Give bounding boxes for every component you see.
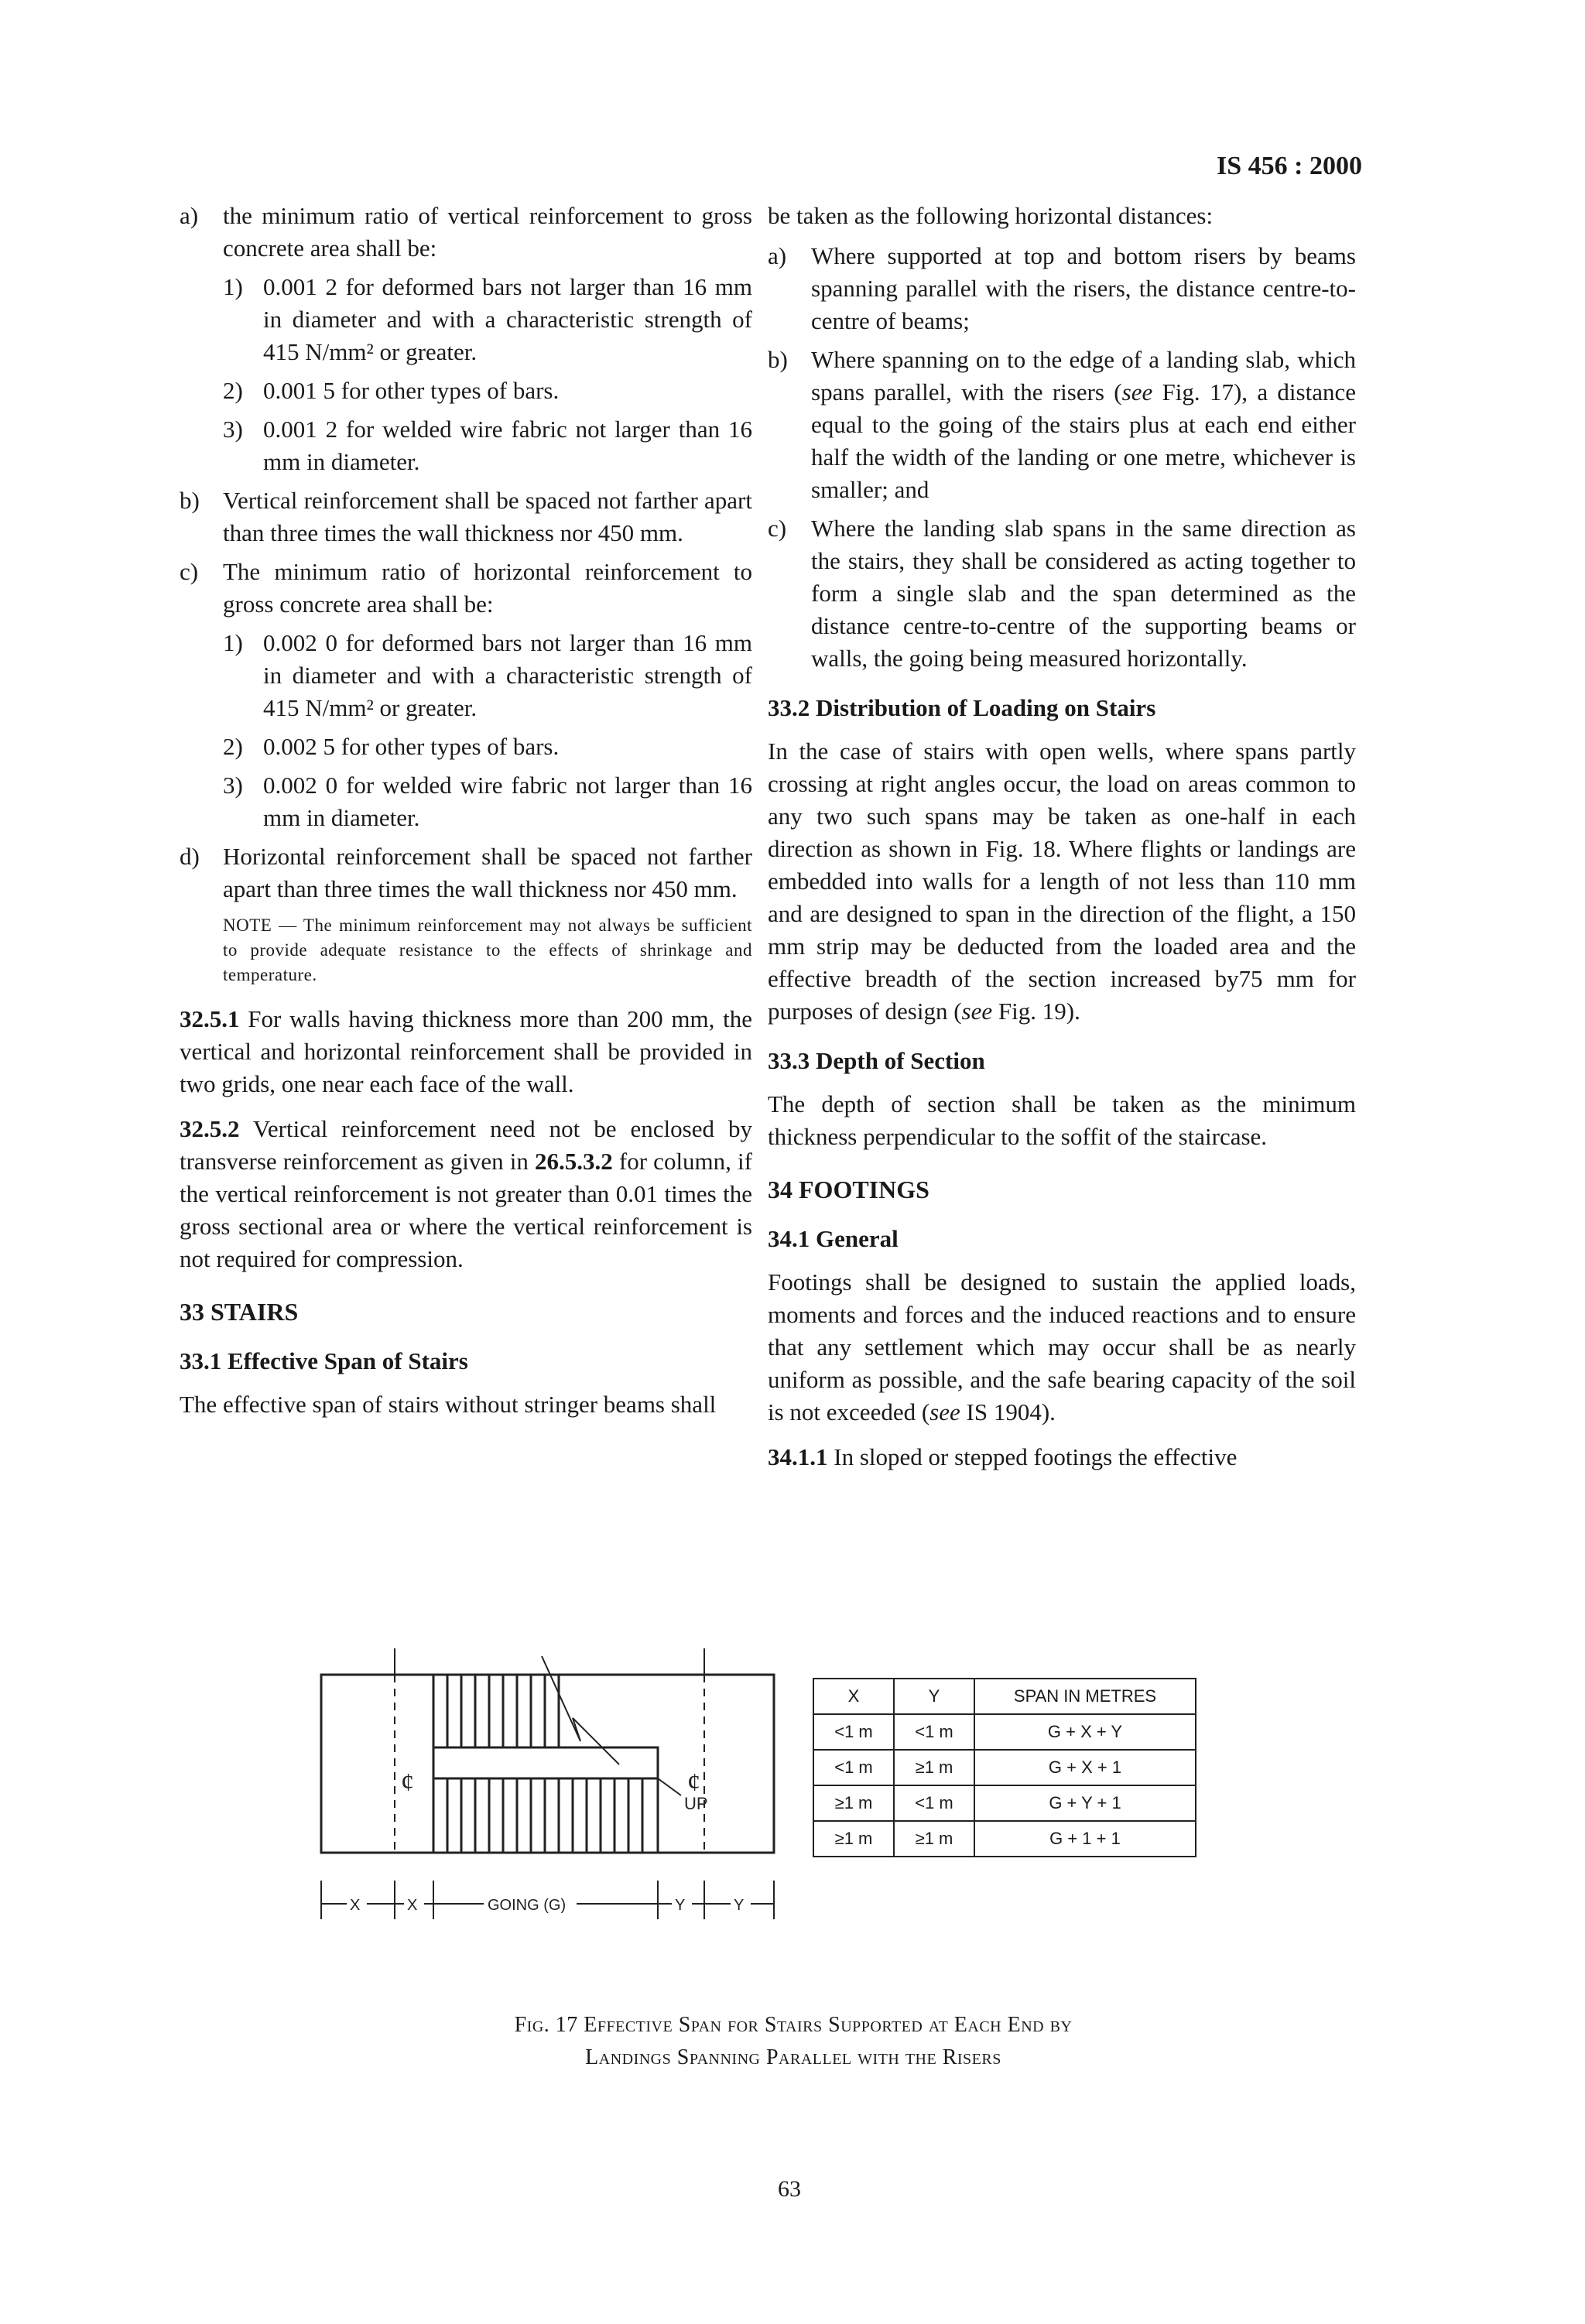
see-italic: see [961, 998, 993, 1025]
table-cell: G + X + 1 [974, 1750, 1196, 1785]
sub-item [223, 413, 752, 478]
item-text [811, 344, 1356, 506]
column-header: Y [894, 1679, 974, 1714]
clause-text: In sloped or stepped footings the effective [827, 1443, 1238, 1470]
table-cell: ≥1 m [894, 1750, 974, 1785]
stair-treads-lower [433, 1778, 658, 1853]
left-column [180, 200, 752, 1433]
para-33-1: The effective span of stairs without stringer beams shall [180, 1391, 717, 1418]
item-label: c) [180, 558, 199, 585]
see-italic: see [929, 1398, 960, 1426]
para-intro: be taken as the following horizontal distances: [768, 202, 1214, 229]
clause-number: 34.1.1 [768, 1443, 828, 1470]
stair-landing-divider [433, 1747, 658, 1778]
centre-line-symbol-right: ¢ [687, 1768, 700, 1797]
item-text: Horizontal reinforcement shall be spaced not farther apart than three times the wall thickness nor 450 mm. [223, 843, 752, 902]
up-arrow-line [658, 1747, 681, 1795]
list-item-b [768, 344, 1356, 506]
dim-y-right: Y [734, 1897, 745, 1914]
page-number: 63 [778, 2176, 801, 2202]
table-cell: <1 m [894, 1785, 974, 1821]
table-cell: G + 1 + 1 [974, 1821, 1196, 1857]
clause-number: 32.5.1 [180, 1005, 240, 1032]
clause-32-5-2 [180, 1113, 752, 1275]
clause-34-1-1 [768, 1441, 1356, 1473]
stair-treads-upper [433, 1675, 559, 1747]
text-run: In the case of stairs with open wells, where spans partly crossing at right angles occur, the load on areas common to any two such spans may be taken as one-half in each direction as shown in Fig. 18. Where flights or landings are embedded into walls for a length of not less than 110 mm and are designed to span in the direction of the flight, a 150 mm strip may be deducted from the loaded area and the effective breadth of the section increased by75 mm for purposes of design ( [768, 738, 1356, 1025]
stair-outline [321, 1648, 774, 1853]
clause-text: for column, if the vertical reinforcement is not greater than 0.01 times the gross sectional area or where the vertical reinforcement is not required for compression. [180, 1148, 752, 1272]
table-header-row [813, 1679, 1196, 1714]
figure-caption [232, 2009, 1354, 2074]
stair-plan-diagram [317, 1648, 782, 1927]
caption-line: Fig. 17 Effective Span for Stairs Supported at Each End by [514, 2013, 1073, 2037]
list-item-b [180, 484, 752, 549]
list-item-a [768, 240, 1356, 337]
list-item-c [768, 512, 1356, 675]
clause-32-5-1 [180, 1003, 752, 1100]
sub-text: 0.001 2 for deformed bars not larger than 16 mm in diameter and with a characteristic strength of 415 N/mm² or greater. [263, 273, 752, 365]
text-run: Fig. 17), a distance equal to the going of the stairs plus at each end either half the width of the landing or one metre, whichever is smaller; and [811, 378, 1356, 503]
heading-34-footings: 34 FOOTINGS [768, 1176, 929, 1203]
item-label: a) [180, 202, 199, 229]
para-33-2 [768, 735, 1356, 1028]
see-italic: see [1121, 378, 1153, 406]
table-cell: <1 m [813, 1714, 894, 1750]
clause-text: Vertical reinforcement need not be enclosed by transverse reinforcement as given in [180, 1115, 752, 1175]
column-header: SPAN IN METRES [974, 1679, 1196, 1714]
sub-label: 2) [223, 733, 243, 760]
table-cell: ≥1 m [894, 1821, 974, 1857]
sub-label: 1) [223, 629, 243, 656]
table-cell: G + Y + 1 [974, 1785, 1196, 1821]
note: NOTE — The minimum reinforcement may not always be sufficient to provide adequate resistance to the effects of shrinkage and temperature. [223, 916, 752, 984]
para-34-1 [768, 1266, 1356, 1429]
table-cell: ≥1 m [813, 1785, 894, 1821]
dim-going: GOING (G) [488, 1897, 567, 1914]
dim-y-left: Y [675, 1897, 686, 1914]
table-row [813, 1821, 1196, 1857]
heading-34-1: 34.1 General [768, 1225, 899, 1252]
dim-x-right: X [407, 1897, 418, 1914]
list-item-c [180, 556, 752, 621]
sub-item [223, 627, 752, 724]
sub-label: 1) [223, 273, 243, 300]
centre-line-symbol-left: ¢ [401, 1768, 414, 1797]
heading-33-stairs: 33 STAIRS [180, 1298, 299, 1326]
table-row [813, 1785, 1196, 1821]
text-run: IS 1904). [960, 1398, 1056, 1426]
list-item-d [180, 840, 752, 905]
item-label: b) [768, 346, 788, 373]
sub-item [223, 731, 752, 763]
sub-text: 0.002 5 for other types of bars. [263, 733, 560, 760]
sub-item [223, 375, 752, 407]
dim-x-left: X [350, 1897, 361, 1914]
heading-33-1: 33.1 Effective Span of Stairs [180, 1347, 468, 1374]
span-table [813, 1678, 1196, 1857]
item-label: b) [180, 487, 200, 514]
heading-33-3: 33.3 Depth of Section [768, 1047, 985, 1074]
text-run: Fig. 19). [992, 998, 1080, 1025]
sub-label: 2) [223, 377, 243, 404]
table-row [813, 1750, 1196, 1785]
item-label: d) [180, 843, 200, 870]
table-cell: <1 m [894, 1714, 974, 1750]
clause-reference: 26.5.3.2 [535, 1148, 613, 1175]
sub-text: 0.001 2 for welded wire fabric not larger than 16 mm in diameter. [263, 416, 752, 475]
stair-bounding-wall [321, 1675, 774, 1853]
sub-label: 3) [223, 772, 243, 799]
para-33-3: The depth of section shall be taken as the minimum thickness perpendicular to the soffit of the staircase. [768, 1090, 1356, 1150]
table-cell: G + X + Y [974, 1714, 1196, 1750]
clause-text: For walls having thickness more than 200 mm, the vertical and horizontal reinforcement shall be provided in two grids, one near each face of the wall. [180, 1005, 752, 1097]
sub-text: 0.002 0 for deformed bars not larger than 16 mm in diameter and with a characteristic strength of 415 N/mm² or greater. [263, 629, 752, 721]
sub-label: 3) [223, 416, 243, 443]
up-label: UP [684, 1794, 708, 1813]
sub-item [223, 769, 752, 834]
item-text: Where supported at top and bottom risers by beams spanning parallel with the risers, the distance centre-to-centre of beams; [811, 242, 1356, 334]
item-text: The minimum ratio of horizontal reinforcement to gross concrete area shall be: [223, 558, 752, 618]
clause-number: 32.5.2 [180, 1115, 240, 1142]
heading-33-2: 33.2 Distribution of Loading on Stairs [768, 694, 1156, 721]
text-run: Footings shall be designed to sustain the applied loads, moments and forces and the induced reactions and to ensure that any settlement which may occur shall be as nearly uniform as possible, and the safe bearing capacity of the soil is not exceeded ( [768, 1268, 1356, 1426]
sub-item [223, 271, 752, 368]
sub-text: 0.001 5 for other types of bars. [263, 377, 560, 404]
sub-text: 0.002 0 for welded wire fabric not larger than 16 mm in diameter. [263, 772, 752, 831]
item-label: a) [768, 242, 787, 269]
column-header: X [813, 1679, 894, 1714]
list-item-a [180, 200, 752, 265]
table-row [813, 1714, 1196, 1750]
item-label: c) [768, 515, 787, 542]
item-text: the minimum ratio of vertical reinforcement to gross concrete area shall be: [223, 202, 752, 262]
item-text: Where the landing slab spans in the same direction as the stairs, they shall be considered as acting together to form a single slab and the span determined as the distance centre-to-centre of the supporting beams or walls, the going being measured horizontally. [811, 515, 1356, 672]
caption-line: Landings Spanning Parallel with the Risers [585, 2045, 1001, 2069]
item-text: Vertical reinforcement shall be spaced not farther apart than three times the wall thickness nor 450 mm. [223, 487, 752, 546]
table-cell: ≥1 m [813, 1821, 894, 1857]
table-cell: <1 m [813, 1750, 894, 1785]
page-header-standard: IS 456 : 2000 [1217, 152, 1362, 180]
text-run: Where spanning on to the edge of a landing slab, which spans parallel, with the risers ( [811, 346, 1356, 406]
right-column [768, 200, 1356, 1486]
